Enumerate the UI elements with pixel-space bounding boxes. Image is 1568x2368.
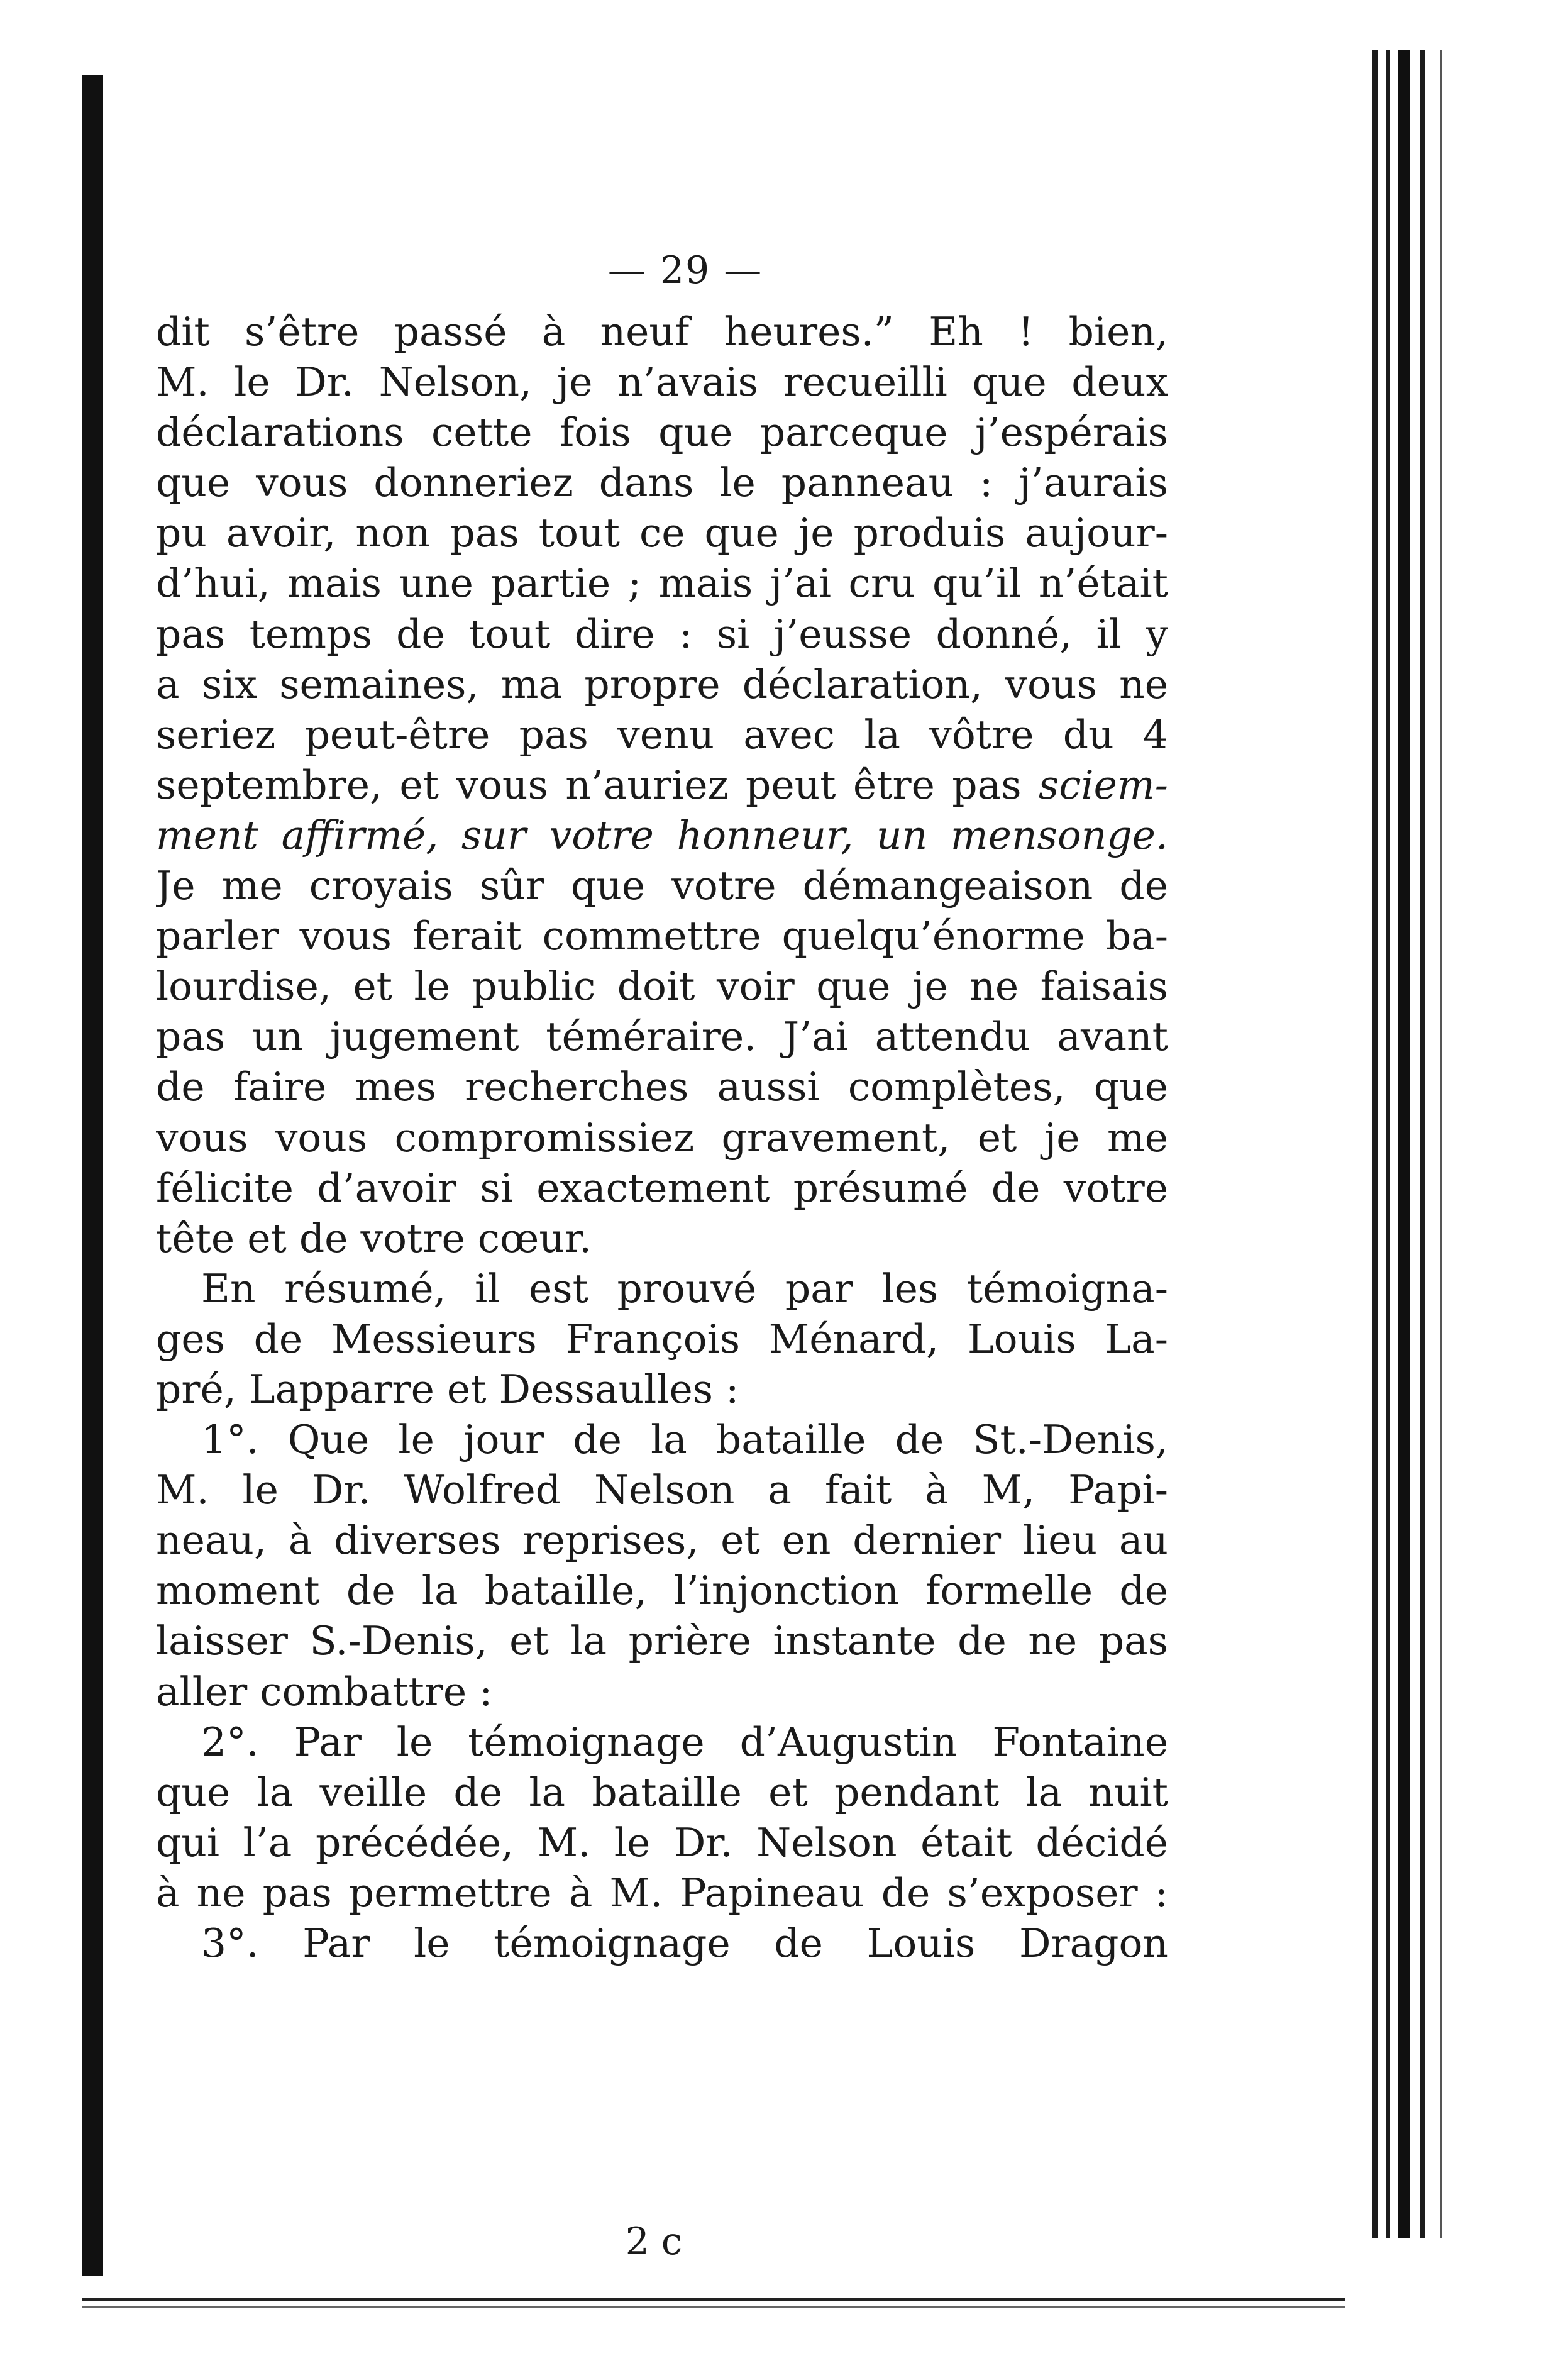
text-line-content: vous vous compromissiez gravement, et je me xyxy=(156,1114,1168,1161)
text-line xyxy=(156,1113,1168,1163)
text-line-content: a six semaines, ma propre déclaration, vous ne xyxy=(156,661,1168,707)
text-line xyxy=(156,710,1168,760)
text-line xyxy=(156,458,1168,508)
text-line-content: moment de la bataille, l’injonction formelle de xyxy=(156,1568,1168,1614)
text-line-content: M. le Dr. Wolfred Nelson a fait à M, Papi- xyxy=(156,1467,1168,1513)
text-line-content: 3°. Par le témoignage de Louis Dragon xyxy=(201,1920,1168,1966)
page-edge-stripe xyxy=(1420,50,1425,2238)
text-line xyxy=(156,861,1168,911)
text-line xyxy=(156,760,1168,811)
text-line xyxy=(156,1465,1168,1515)
text-line xyxy=(156,811,1168,861)
text-line-content: tête et de votre cœur. xyxy=(156,1215,592,1261)
text-line-content: laisser S.-Denis, et la prière instante de ne pas xyxy=(156,1618,1168,1664)
text-line-content: parler vous ferait commettre quelqu’énorme ba- xyxy=(156,913,1168,960)
text-line xyxy=(156,1768,1168,1818)
body-text xyxy=(156,307,1168,1969)
text-line xyxy=(156,407,1168,458)
text-line-content: 2°. Par le témoignage d’Augustin Fontaine xyxy=(201,1718,1168,1765)
text-line-content: de faire mes recherches aussi complètes, que xyxy=(156,1064,1168,1110)
text-line xyxy=(156,1264,1168,1314)
text-line xyxy=(156,609,1168,660)
text-line xyxy=(156,1012,1168,1062)
text-line xyxy=(156,1415,1168,1465)
text-line xyxy=(156,660,1168,710)
text-line-content: Je me croyais sûr que votre démangeaison de xyxy=(156,863,1168,909)
text-line-content: 1°. Que le jour de la bataille de St.-Denis, xyxy=(201,1417,1168,1463)
text-line-italic: sciem- xyxy=(1038,761,1168,808)
text-line xyxy=(156,1918,1168,1969)
bottom-edge-line xyxy=(82,2306,1345,2308)
page-number: — 29 — xyxy=(607,248,763,292)
text-line xyxy=(156,307,1168,357)
text-line xyxy=(156,1214,1168,1264)
text-line xyxy=(156,961,1168,1012)
text-line xyxy=(156,1566,1168,1616)
text-line xyxy=(156,508,1168,558)
text-line-content: pu avoir, non pas tout ce que je produis aujour- xyxy=(156,510,1168,556)
text-line-content: lourdise, et le public doit voir que je ne faisais xyxy=(156,963,1168,1010)
text-line xyxy=(156,1364,1168,1415)
text-line xyxy=(156,1868,1168,1918)
text-line-content: que la veille de la bataille et pendant la nuit xyxy=(156,1769,1168,1815)
page-edge-stripe xyxy=(1440,50,1442,2238)
text-line xyxy=(156,1667,1168,1717)
text-line-content: qui l’a précédée, M. le Dr. Nelson était décidé xyxy=(156,1819,1168,1866)
text-line xyxy=(156,1062,1168,1112)
text-line-content: En résumé, il est prouvé par les témoigna- xyxy=(201,1265,1168,1312)
text-line-content: d’hui, mais une partie ; mais j’ai cru qu’il n’était xyxy=(156,560,1168,607)
text-line-content: septembre, et vous n’auriez peut être pas xyxy=(156,761,1022,808)
text-line xyxy=(156,558,1168,609)
page-edge-stripe xyxy=(1398,50,1410,2238)
page-edge-stripe xyxy=(1386,50,1390,2238)
text-line-content: M. le Dr. Nelson, je n’avais recueilli que deux xyxy=(156,359,1168,406)
text-line-content: pré, Lapparre et Dessaulles : xyxy=(156,1366,739,1412)
page-edge-stripe xyxy=(1372,50,1378,2238)
text-line-content: félicite d’avoir si exactement présumé de votre xyxy=(156,1165,1168,1211)
text-line-content: à ne pas permettre à M. Papineau de s’exposer : xyxy=(156,1869,1168,1916)
text-line-content: ges de Messieurs François Ménard, Louis La- xyxy=(156,1315,1168,1362)
signature-mark: 2 c xyxy=(625,2220,683,2264)
text-line-content: neau, à diverses reprises, et en dernier lieu au xyxy=(156,1517,1168,1564)
text-line-content: déclarations cette fois que parceque j’espérais xyxy=(156,409,1168,456)
text-line-content: pas temps de tout dire : si j’eusse donné, il y xyxy=(156,611,1168,657)
bottom-edge-line xyxy=(82,2298,1345,2301)
text-line-content: que vous donneriez dans le panneau : j’aurais xyxy=(156,460,1168,506)
text-line-italic: ment affirmé, sur votre honneur, un mensonge. xyxy=(156,812,1168,858)
text-line xyxy=(156,1515,1168,1566)
text-line xyxy=(156,1616,1168,1666)
text-line xyxy=(156,1163,1168,1214)
binding-shadow xyxy=(82,75,103,2276)
text-line xyxy=(156,357,1168,407)
text-line-content: pas un jugement téméraire. J’ai attendu avant xyxy=(156,1014,1168,1060)
text-line-content: dit s’être passé à neuf heures.” Eh ! bien, xyxy=(156,309,1168,355)
text-line xyxy=(156,911,1168,961)
text-line xyxy=(156,1818,1168,1868)
text-line-content: seriez peut-être pas venu avec la vôtre du 4 xyxy=(156,711,1168,758)
text-line xyxy=(156,1314,1168,1364)
text-line xyxy=(156,1717,1168,1768)
text-line-content: aller combattre : xyxy=(156,1668,493,1715)
